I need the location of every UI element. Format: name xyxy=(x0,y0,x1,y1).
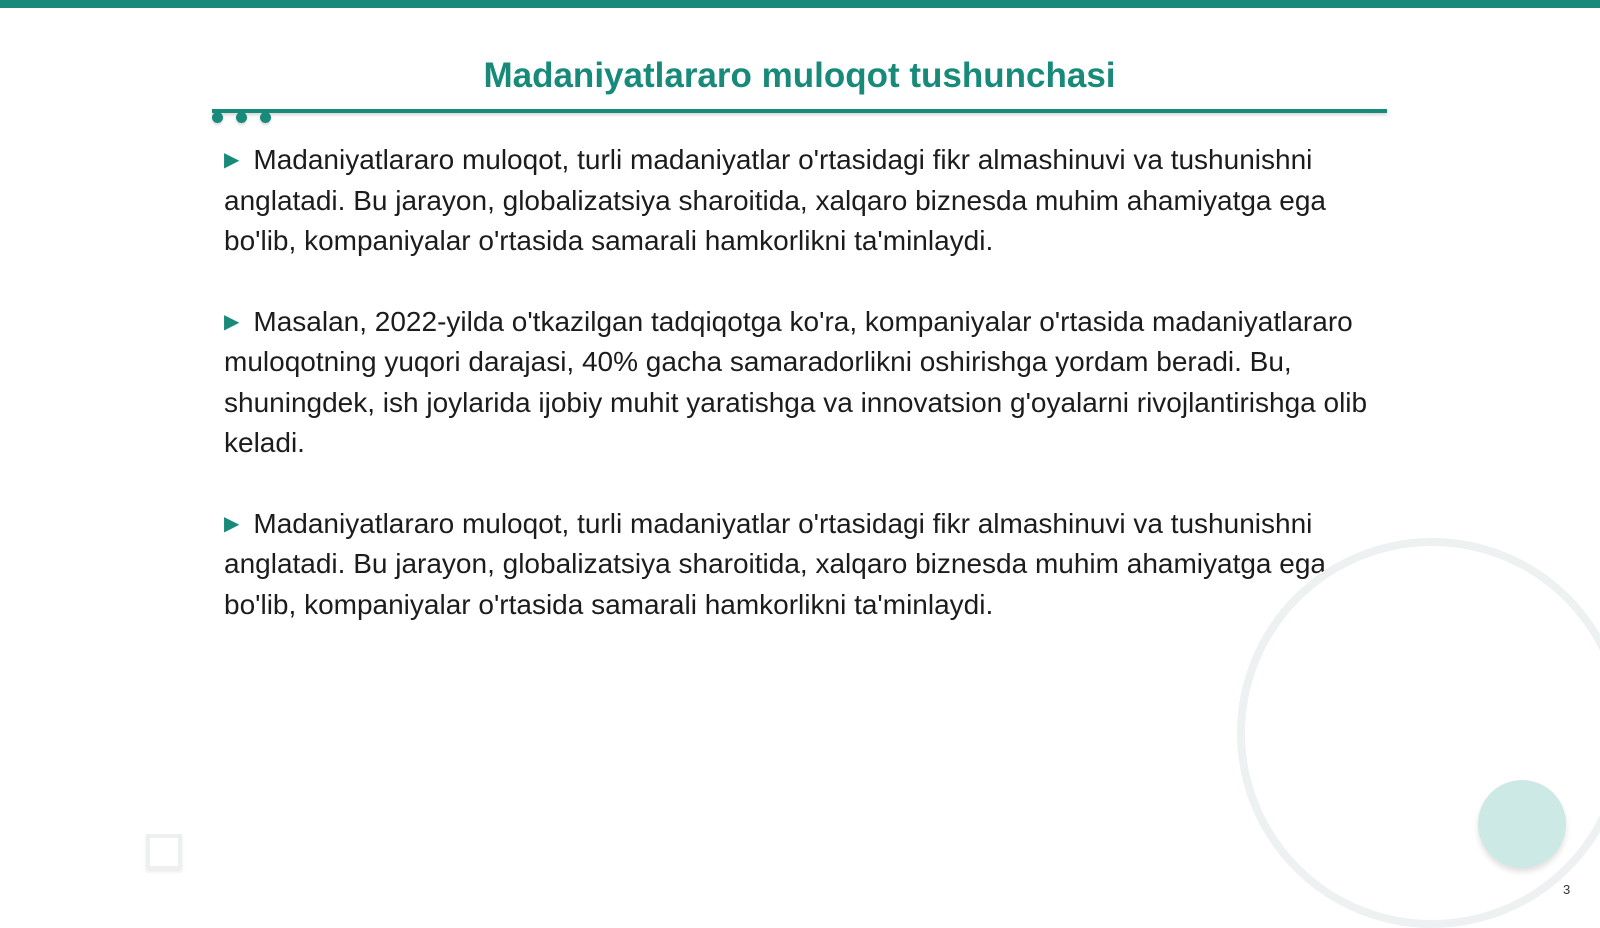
top-accent-bar xyxy=(0,0,1600,8)
bullet-text: Masalan, 2022-yilda o'tkazilgan tadqiqotga ko'ra, kompaniyalar o'rtasida madaniyatlararo muloqotning yuqori darajasi, 40% gacha samaradorlikni oshirishga yordam beradi. Bu, shuningdek, ish joylarida ijobiy muhit yaratishga va innovatsion g'oyalarni rivojlantirishga olib keladi. xyxy=(224,305,1368,458)
bullet-item xyxy=(224,302,1374,464)
triangle-right-icon: ▶ xyxy=(224,310,240,333)
decorative-disc xyxy=(1478,780,1566,868)
triangle-right-icon: ▶ xyxy=(224,512,240,535)
slide-title: Madaniyatlararo muloqot tushunchasi xyxy=(483,56,1116,95)
page-number: 3 xyxy=(1563,882,1571,897)
bullet-text: Madaniyatlararo muloqot, turli madaniyatlar o'rtasidagi fikr almashinuvi va tushunishni anglatadi. Bu jarayon, globalizatsiya sharoitida, xalqaro biznesda muhim ahamiyatga ega bo'lib, kompaniyalar o'rtasida samarali hamkorlikni ta'minlaydi. xyxy=(224,144,1326,256)
triangle-right-icon: ▶ xyxy=(224,149,240,171)
bullet-item xyxy=(224,504,1374,626)
underline-dots xyxy=(212,112,292,126)
title-underline xyxy=(212,109,1387,113)
decorative-square xyxy=(146,834,182,870)
decorative-ring xyxy=(1237,538,1600,928)
bullet-text: Madaniyatlararo muloqot, turli madaniyatlar o'rtasidagi fikr almashinuvi va tushunishni anglatadi. Bu jarayon, globalizatsiya sharoitida, xalqaro biznesda muhim ahamiyatga ega bo'lib, kompaniyalar o'rtasida samarali hamkorlikni ta'minlaydi. xyxy=(224,507,1326,620)
underline-dot xyxy=(212,112,223,123)
bullet-item xyxy=(224,140,1374,262)
underline-dot xyxy=(236,112,247,123)
underline-dot xyxy=(260,112,271,123)
bullet-list xyxy=(224,140,1374,665)
